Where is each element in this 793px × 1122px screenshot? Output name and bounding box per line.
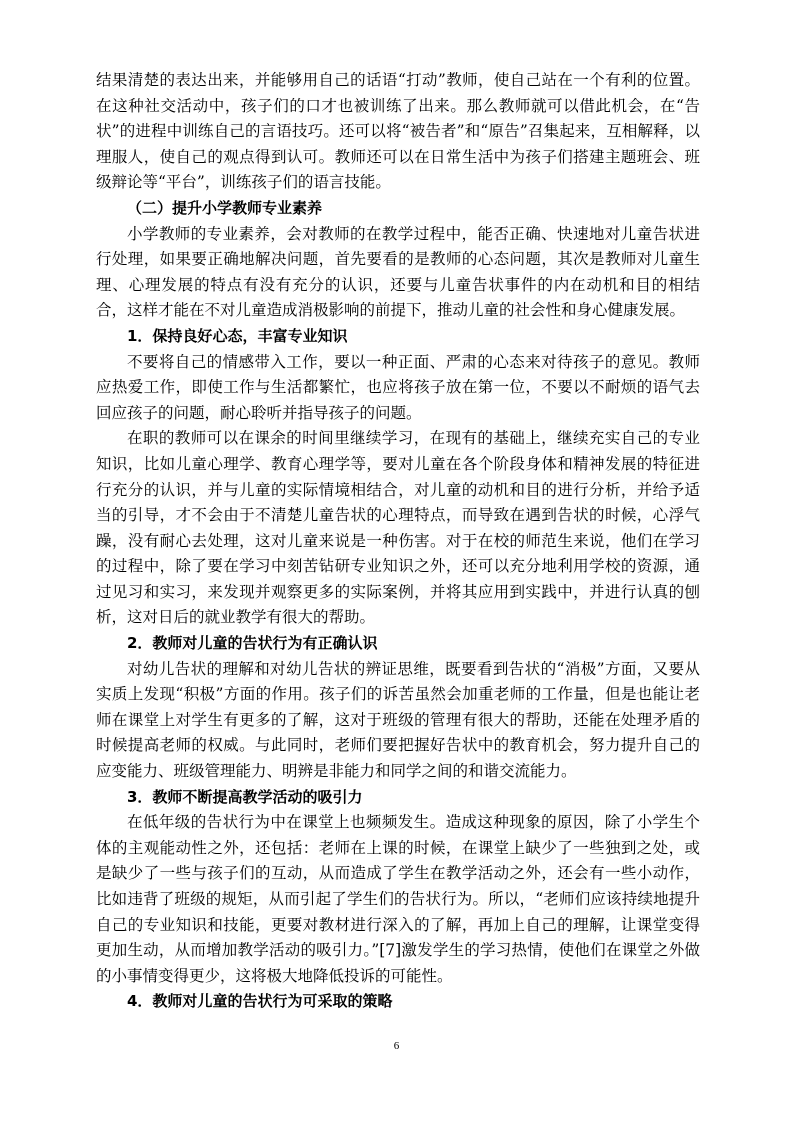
paragraph: 在职的教师可以在课余的时间里继续学习，在现有的基础上，继续充实自己的专业知识，比如儿童心理学、教育心理学等，要对儿童在各个阶段身体和精神发展的特征进行充分的认识，并与儿童的实际情境相结合，对儿童的动机和目的进行分析，并给予适当的引导，才不会由于不清楚儿童告状的心理特点，而导致在遇到告状的时候，心浮气躁，没有耐心去处理，这对儿童来说是一种伤害。对于在校的师范生来说，他们在学习的过程中，除了要在学习中刻苦钻研专业知识之外，还可以充分地利用学校的资源，通过见习和实习，来发现并观察更多的实际案例，并将其应用到实践中，并进行认真的刨析，这对日后的就业教学有很大的帮助。: [96, 429, 700, 627]
paragraph-continuation: 结果清楚的表达出来，并能够用自己的话语“打动”教师，使自己站在一个有利的位置。在这种社交活动中，孩子们的口才也被训练了出来。那么教师就可以借此机会，在“告状”的进程中训练自己的言语技巧。还可以将“被告者”和“原告”召集起来，互相解释，以理服人，使自己的观点得到认可。教师还可以在日常生活中为孩子们搭建主题班会、班级辩论等“平台”，训练孩子们的语言技能。: [96, 71, 700, 192]
paragraph: 对幼儿告状的理解和对幼儿告状的辨证思维，既要看到告状的“消极”方面，又要从实质上发现“积极”方面的作用。孩子们的诉苦虽然会加重老师的工作量，但是也能让老师在课堂上对学生有更多的了解，这对于班级的管理有很大的帮助，还能在处理矛盾的时候提高老师的权威。与此同时，老师们要把握好告状中的教育机会，努力提升自己的应变能力、班级管理能力、明辨是非能力和同学之间的和谐交流能力。: [96, 659, 700, 781]
paragraph: 小学教师的专业素养，会对教师的在教学过程中，能否正确、快速地对儿童告状进行处理，如果要正确地解决问题，首先要看的是教师的心态问题，其次是教师对儿童生理、心理发展的特点有没有充分的认识，还要与儿童告状事件的内在动机和目的相结合，这样才能在不对儿童造成消极影响的前提下，推动儿童的社会性和身心健康发展。: [96, 224, 700, 320]
page-number: 6: [393, 1040, 400, 1052]
paragraph: 在低年级的告状行为中在课堂上也频频发生。造成这种现象的原因，除了小学生个体的主观能动性之外，还包括：老师在上课的时候，在课堂上缺少了一些独到之处，或是缺少了一些与孩子们的互动，从而造成了学生在教学活动之外，还会有一些小动作，比如违背了班级的规矩，从而引起了学生们的告状行为。所以，“老师们应该持续地提升自己的专业知识和技能，更要对教材进行深入的了解，再加上自己的理解，让课堂变得更加生动，从而增加教学活动的吸引力。”[7]激发学生的学习热情，使他们在课堂之外做的小事情变得更少，这将极大地降低投诉的可能性。: [96, 813, 700, 985]
document-body: [96, 68, 700, 1015]
paragraph: 不要将自己的情感带入工作，要以一种正面、严肃的心态来对待孩子的意见。教师应热爱工作，即使工作与生活都繁忙，也应将孩子放在第一位，不要以不耐烦的语气去回应孩子的问题，耐心聆听并指导孩子的问题。: [96, 352, 700, 422]
subsection-heading-1: 1．保持良好心态，丰富专业知识: [127, 326, 348, 345]
subsection-heading-4: 4．教师对儿童的告状行为可采取的策略: [127, 992, 393, 1011]
subsection-heading-2: 2．教师对儿童的告状行为有正确认识: [127, 634, 378, 653]
section-heading-2: （二）提升小学教师专业素养: [127, 198, 323, 217]
subsection-heading-3: 3．教师不断提高教学活动的吸引力: [127, 787, 363, 806]
